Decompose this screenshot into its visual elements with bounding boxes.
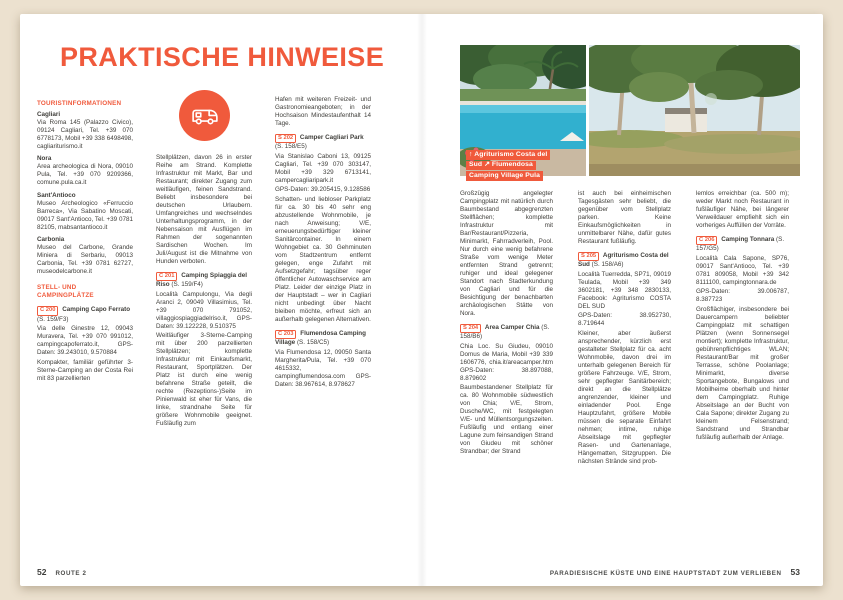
campsite-code-badge: C 206	[696, 236, 717, 246]
campsite-photo	[589, 45, 800, 176]
campsite-details: Kleiner, aber äußerst ansprechender, kürzlich erst gestalteter Stellplatz für ca. acht Wohnmobile, davon drei im unterhalb gelegenen Bereich für größere Fahrzeuge. V/E, Strom, sehr gepflegter Sanitärbereich; direkt an die Stellplätze angrenzender, kleiner und einladender Pool. Enge Hauptzufahrt, größere Mobile müssen die separate Einfahrt nehmen; intime, ruhige Abseitslage mit gepflegter Rasen- und Gartenanlage, Hängematten, Sitzgruppen. Die nächsten Strände sind prob-	[578, 329, 671, 465]
campsite-photo-illustration	[589, 45, 800, 176]
route-label: ROUTE 2	[55, 570, 87, 577]
campsite-name: Camping Capo Ferrato	[62, 306, 131, 314]
place-details: Museo Archeologico «Ferruccio Barreca», Via Sabatino Moscati, 09017 Sant'Antioco, Tel. +39 0781 82105, mabsantantioco.it	[37, 199, 133, 231]
place-details: Area archeologica di Nora, 09010 Pula, Tel. +39 070 9209366, comune.pula.ca.it	[37, 163, 133, 187]
tourist-info-entry	[37, 111, 133, 151]
right-page-number: 53	[790, 567, 800, 577]
campsite-page-ref: (S. 158/E5)	[275, 143, 307, 151]
campsite-page-ref: (S. 159/F4)	[171, 281, 203, 289]
right-page-footer	[550, 567, 800, 577]
body-paragraph: ist auch bei einheimischen Tagesgästen sehr beliebt, die gegenüber vom Stellplatz parken. Keine Einkaufsmöglichkeiten in unmittelbarer Nähe, dafür gutes Restaurant fußläufig.	[578, 190, 671, 245]
body-paragraph: Großzügig angelegter Campingplatz mit natürlich durch Baumbestand abgegrenzten Stellflächen; komplette Infrastruktur mit Bar/Restaurant/Pizzeria, Minimarkt, Fahrradverleih, Pool. Nur durch eine wenig befahrene Straße vom wenige Meter entfernten Strand getrennt; ruhiger und ideal gelegener Standort nach Stadterkundung von Cagliari und für die Besichtigung der benachbarten archäologischen Stätte von Nora.	[460, 190, 553, 317]
campsite-header	[460, 324, 553, 341]
campsite-header	[156, 272, 252, 289]
right-page-column-1	[460, 190, 553, 559]
campsite-header	[696, 236, 789, 253]
place-name: Cagliari	[37, 110, 61, 118]
camper-icon-badge	[179, 90, 230, 141]
campsite-header	[37, 306, 133, 323]
left-page-column-2	[156, 154, 252, 558]
campsite-listing	[696, 236, 789, 442]
body-paragraph: Hafen mit weiteren Freizeit- und Gastronomieangeboten; in der Hochsaison Mindestaufenthalt 14 Tage.	[275, 96, 371, 127]
body-paragraph: Stellplätzen, davon 26 in erster Reihe am Strand. Komplette Infrastruktur mit Markt, Bar und Restaurant; direkter Zugang zum weitläufigen, feinen Sandstrand. Beliebt insbesondere bei deutschen Urlaubern. Umfangreiches und wechselndes Unterhaltungsprogramm, in der Nebensaison mit Ausflügen im Rahmen der sogenannten Sardischen Wochen. Im Juli/August ist die Mitnahme von Hunden verboten.	[156, 154, 252, 265]
campsite-name: Camping Spiaggia del Riso	[156, 271, 247, 289]
section-heading: STELL- UND CAMPINGPLÄTZE	[37, 284, 94, 300]
campsite-details: Kompakter, familiär geführter 3-Sterne-Camping an der Costa Rei mit 83 parzellierten	[37, 358, 133, 382]
campsite-page-ref: (S. 158/A6)	[591, 261, 624, 269]
campsite-details: Via Flumendosa 12, 09050 Santa Margherita/Pula, Tel. +39 070 4615332, campingflumendosa.com GPS-Daten: 38.967614, 8.978627	[275, 348, 371, 388]
campsite-details: Località Campulongu, Via degli Aranci 2, 09049 Villasimius, Tel. +39 070 791052, villaggiospiaggiadelriso.it, GPS-Daten: 39.122228, 9.510375	[156, 290, 252, 330]
campsite-listing	[275, 330, 371, 389]
tourist-info-entry	[37, 192, 133, 232]
photo-caption-line-2: Sud ↗ Flumendosa	[466, 161, 536, 171]
campsite-code-badge: C 200	[37, 306, 58, 316]
left-page-number: 52	[37, 567, 47, 577]
campsite-code-badge: S 204	[460, 324, 481, 334]
place-name: Nora	[37, 155, 52, 163]
tourist-info-entry	[37, 155, 133, 187]
campsite-header	[578, 252, 671, 269]
campsite-name: Flumendosa Camping Village	[275, 329, 366, 347]
campsite-page-ref: (S. 158/B6)	[460, 323, 550, 341]
guidebook-spread	[20, 14, 823, 586]
campsite-details: Via delle Ginestre 12, 09043 Muravera, Tel. +39 070 991012, campingcapoferrato.it, GPS-Daten: 39.243010, 9.570884	[37, 325, 133, 357]
photo-caption	[466, 150, 550, 182]
campsite-code-badge: S 202	[275, 134, 296, 144]
campsite-name: Area Camper Chia	[484, 323, 540, 331]
right-page-column-3	[696, 190, 789, 559]
place-name: Carbonia	[37, 236, 65, 244]
campsite-code-badge: S 205	[578, 252, 599, 262]
campsite-header	[275, 134, 371, 151]
campsite-details: Baumbestandener Stellplatz für ca. 80 Wohnmobile südwestlich von Chia; V/E, Strom, Dusche/WC, mit festgelegten V/E- und Müllentsorgungszeiten. Fußläufig und entlang einer Lagune zum feinsandigen Strand von Giudeu mit schöner Strandbar; der Strand	[460, 384, 553, 456]
campsite-details: Weitläufiger 3-Sterne-Camping mit über 200 parzellierten Stellplätzen; komplette Infrastruktur mit Einkaufsmarkt, Restaurant, Sportplätzen. Der Platz ist durch eine wenig befahrene Straße geteilt, die rechte (Rezeptions-)Seite im Pinienwald ist eher für Vans, die linke, strandnahe Seite für größere Wohnmobile geeignet. Fußläufig zum	[156, 332, 252, 428]
page-title: PRAKTISCHE HINWEISE	[60, 42, 385, 72]
campsite-details: Chia Loc. Su Giudeu, 09010 Domus de Maria, Mobil +39 339 1606776, chia.it/areacamper.htm GPS-Daten: 38.897088, 8.879602	[460, 342, 553, 382]
campsite-details: GPS-Daten: 38.952730, 8.719644	[578, 312, 671, 328]
campsite-listing	[156, 272, 252, 428]
place-details: Via Roma 145 (Palazzo Civico), 09124 Cagliari, Tel. +39 070 6778173, Mobil +39 338 6498498, cagliariturismo.it	[37, 118, 133, 150]
campsite-details: Schatten- und liebloser Parkplatz für ca. 30 bis 40 sehr eng abzustellende Wohnmobile, je nach Anweisung; V/E, erneuerungsbedürftiger kleiner Sanitärcontainer. In einem Wohngebiet ca. 30 Gehminuten vom Stadtzentrum entfernt gelegen, enge Zufahrt mit Aufsetzgefahr; tagsüber reger öffentlicher Autowaschservice am Platz. Leider der einzige Platz in der Hauptstadt – wer in Cagliari nicht unbedingt über Nacht bleiben möchte, erfreut sich an außerhalb gelegenen Alternativen.	[275, 195, 371, 323]
campsite-details: Località Tuerredda, SP71, 09019 Teulada, Mobil +39 349 3602181, +39 348 2830133, Facebook: Agriturismo COSTA DEL SUD	[578, 270, 671, 310]
campsite-name: Agriturismo Costa del Sud	[578, 251, 669, 269]
campsite-page-ref: (S. 159/F3)	[37, 315, 69, 323]
tourist-info-entry	[37, 236, 133, 276]
photo-caption-line-3: Camping Village Pula	[466, 171, 543, 181]
campsite-code-badge: C 201	[156, 272, 177, 282]
left-page-column-3	[275, 96, 371, 558]
photo-caption-line-1: ↑ Agriturismo Costa del	[466, 150, 550, 160]
left-page-column-1	[37, 100, 133, 558]
body-paragraph: lemlos erreichbar (ca. 500 m); weder Markt noch Restaurant in fußläufiger Nähe, bei längerer Verweildauer empfiehlt sich ein vorheriges Auffüllen der Vorräte.	[696, 190, 789, 229]
camper-van-icon	[190, 101, 220, 131]
campsite-name: Camping Tonnara	[721, 235, 775, 243]
right-page-column-2	[578, 190, 671, 559]
campsite-page-ref: (S. 157/G5)	[696, 235, 785, 253]
campsite-code-badge: C 203	[275, 330, 296, 340]
place-details: Museo del Carbone, Grande Miniera di Serbariu, 09013 Carbonia, Tel. +39 0781 62727, museodelcarbone.it	[37, 244, 133, 276]
campsite-listing	[460, 324, 553, 456]
campsite-details: Großflächiger, insbesondere bei Dauercampern beliebter Campingplatz mit schattigen Plätzen (wenn Sonnensegel montiert); komplette Infrastruktur, gebührenpflichtiges WLAN; Restaurant/Bar mit großer Terrasse, schöne Poolanlage; Minimarkt, diverse Sportangebote, Bungalows und Mobilheime oberhalb und hinter dem Campingplatz. Ruhige Abseitslage an der Bucht von Cala Sapone; direkter Zugang zu kleinem Felsenstrand; Sandstrand und Strandbar fußläufig außerhalb der Anlage.	[696, 305, 789, 441]
campsite-name: Camper Cagliari Park	[299, 133, 364, 141]
campsite-details: Via Stanislao Caboni 13, 09125 Cagliari, Tel. +39 070 303147, Mobil +39 329 6713141, campercagliaripark.it	[275, 152, 371, 184]
chapter-title: PARADIESISCHE KÜSTE UND EINE HAUPTSTADT ZUM VERLIEBEN	[549, 570, 782, 577]
left-page-footer	[37, 567, 87, 577]
section-heading: TOURISTINFORMATIONEN	[37, 100, 122, 107]
campsite-header	[275, 330, 371, 347]
campsite-listing	[578, 252, 671, 466]
campsite-details: Località Cala Sapone, SP76, 09017 Sant'Antioco, Tel. +39 0781 809058, Mobil +39 342 8111100, campingtonnara.de	[696, 254, 789, 286]
campsite-details: GPS-Daten: 39.006787, 8.387723	[696, 288, 789, 304]
campsite-listing	[37, 306, 133, 382]
campsite-listing	[275, 134, 371, 324]
page-gutter	[417, 14, 427, 586]
place-name: Sant'Antioco	[37, 191, 76, 199]
campsite-page-ref: (S. 158/C5)	[296, 339, 330, 347]
campsite-details: GPS-Daten: 39.205415, 9.128586	[275, 186, 371, 194]
